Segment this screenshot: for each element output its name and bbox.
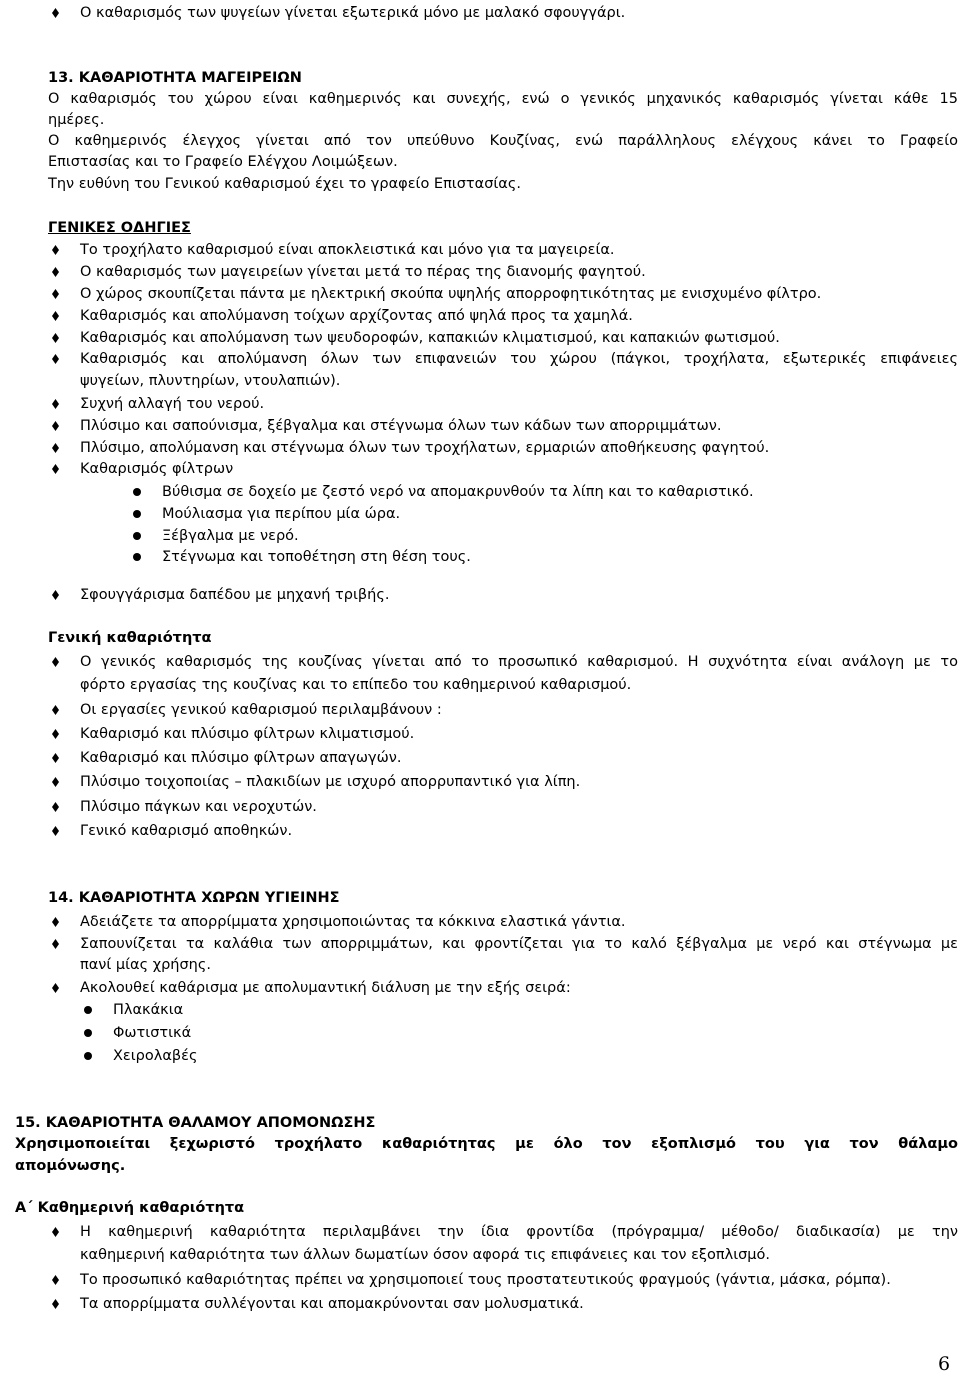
section-13-para-3: Την ευθύνη του Γενικού καθαρισμού έχει το γραφείο Επιστασίας. xyxy=(48,176,521,192)
diamond-bullet-icon xyxy=(51,416,60,436)
general-cleaning-item: Ο γενικός καθαρισμός της κουζίνας γίνεται από το προσωπικό καθαρισμού. Η συχνότητα είναι ανάλογη με το xyxy=(80,654,958,670)
section-14-heading: 14. ΚΑΘΑΡΙΟΤΗΤΑ ΧΩΡΩΝ ΥΓΙΕΙΝΗΣ xyxy=(48,890,340,906)
diamond-bullet-icon xyxy=(51,772,60,792)
page-number: 6 xyxy=(938,1353,951,1375)
general-cleaning-item: Πλύσιμο πάγκων και νεροχυτών. xyxy=(80,799,317,815)
general-item: Πλύσιμο, απολύμανση και στέγνωμα όλων των τροχήλατων, ερμαριών αποθήκευσης φαγητού. xyxy=(80,440,770,456)
section-13-para-2-cont: Επιστασίας και το Γραφείο Ελέγχου Λοιμώξεων. xyxy=(48,154,398,170)
diamond-bullet-icon xyxy=(51,328,60,348)
hygiene-item-cont: πανί μίας χρήσης. xyxy=(80,957,211,973)
round-bullet-icon xyxy=(84,1006,92,1014)
hygiene-item: Ακολουθεί καθάρισμα με απολυμαντική διάλυση με την εξής σειρά: xyxy=(80,980,571,996)
filter-step: Βύθισμα σε δοχείο με ζεστό νερό να απομακρυνθούν τα λίπη και το καθαριστικό. xyxy=(162,484,754,500)
cleaning-order-item: Φωτιστικά xyxy=(113,1025,192,1041)
general-cleaning-item: Καθαρισμό και πλύσιμο φίλτρων απαγωγών. xyxy=(80,750,402,766)
general-item: Το τροχήλατο καθαρισμού είναι αποκλειστικά και μόνο για τα μαγειρεία. xyxy=(80,242,615,258)
general-cleaning-item: Γενικό καθαρισμό αποθηκών. xyxy=(80,823,293,839)
hygiene-item: Σαπουνίζεται τα καλάθια των απορριμμάτων, και φροντίζεται για το καλό ξέβγαλμα με νερό και στέγνωμα με xyxy=(80,936,958,952)
general-cleaning-item: Καθαρισμό και πλύσιμο φίλτρων κλιματισμού. xyxy=(80,726,415,742)
round-bullet-icon xyxy=(133,510,141,518)
section-15-heading: 15. ΚΑΘΑΡΙΟΤΗΤΑ ΘΑΛΑΜΟΥ ΑΠΟΜΟΝΩΣΗΣ xyxy=(15,1115,376,1131)
diamond-bullet-icon xyxy=(51,934,60,954)
diamond-bullet-icon xyxy=(51,349,60,369)
filter-step: Ξέβγαλμα με νερό. xyxy=(162,528,299,544)
general-item: Καθαρισμός φίλτρων xyxy=(80,461,234,477)
floor-item: Σφουγγάρισμα δαπέδου με μηχανή τριβής. xyxy=(80,587,390,603)
general-item: Πλύσιμο και σαπούνισμα, ξέβγαλμα και στέγνωμα όλων των κάδων των απορριμμάτων. xyxy=(80,418,722,434)
general-cleaning-item: Πλύσιμο τοιχοποιίας – πλακιδίων με ισχυρό απορρυπαντικό για λίπη. xyxy=(80,774,581,790)
daily-cleaning-item: Τα απορρίμματα συλλέγονται και απομακρύνονται σαν μολυσματικά. xyxy=(80,1296,584,1312)
diamond-bullet-icon xyxy=(51,821,60,841)
diamond-bullet-icon xyxy=(51,585,60,605)
diamond-bullet-icon xyxy=(51,1294,60,1314)
daily-cleaning-item: Η καθημερινή καθαριότητα περιλαμβάνει την ίδια φροντίδα (πρόγραμμα/ μέθοδο/ διαδικασία) με την xyxy=(80,1224,958,1240)
diamond-bullet-icon xyxy=(51,978,60,998)
section-15-intro: Χρησιμοποιείται ξεχωριστό τροχήλατο καθαριότητας με όλο τον εξοπλισμό του για τον θάλαμο xyxy=(15,1136,958,1152)
general-cleaning-item-cont: φόρτο εργασίας της κουζίνας και το επίπεδο του καθημερινού καθαρισμού. xyxy=(80,677,632,693)
diamond-bullet-icon xyxy=(51,240,60,260)
general-cleaning-item: Οι εργασίες γενικού καθαρισμού περιλαμβάνουν : xyxy=(80,702,442,718)
diamond-bullet-icon xyxy=(51,438,60,458)
diamond-bullet-icon xyxy=(51,797,60,817)
diamond-bullet-icon xyxy=(51,284,60,304)
general-item: Συχνή αλλαγή του νερού. xyxy=(80,396,265,412)
diamond-bullet-icon xyxy=(51,748,60,768)
daily-cleaning-item: Το προσωπικό καθαριότητας πρέπει να χρησιμοποιεί τους προστατευτικούς φραγμούς (γάντια, μάσκα, ρόμπα). xyxy=(80,1272,891,1288)
section-13-para-1-cont: ημέρες. xyxy=(48,112,105,128)
intro-bullet: Ο καθαρισμός των ψυγείων γίνεται εξωτερικά μόνο με μαλακό σφουγγάρι. xyxy=(80,5,626,21)
diamond-bullet-icon xyxy=(51,652,60,672)
general-cleaning-title: Γενική καθαριότητα xyxy=(48,630,212,646)
round-bullet-icon xyxy=(133,488,141,496)
diamond-bullet-icon xyxy=(51,700,60,720)
daily-cleaning-title: Α΄ Καθημερινή καθαριότητα xyxy=(15,1200,245,1216)
section-13-para-1: Ο καθαρισμός του χώρου είναι καθημερινός και συνεχής, ενώ ο γενικός μηχανικός καθαρισμός γίνεται κάθε 15 xyxy=(48,91,958,107)
cleaning-order-item: Χειρολαβές xyxy=(113,1048,198,1064)
diamond-bullet-icon xyxy=(51,262,60,282)
cleaning-order-item: Πλακάκια xyxy=(113,1002,184,1018)
hygiene-item: Αδειάζετε τα απορρίμματα χρησιμοποιώντας τα κόκκινα ελαστικά γάντια. xyxy=(80,914,626,930)
daily-cleaning-item-cont: καθημερινή καθαριότητα των άλλων δωματίων όσον αφορά τις επιφάνειες και τον εξοπλισμό. xyxy=(80,1247,771,1263)
diamond-bullet-icon xyxy=(51,394,60,414)
diamond-bullet-icon xyxy=(51,724,60,744)
general-item: Καθαρισμός και απολύμανση των ψευδοροφών, καπακιών κλιματισμού, και καπακιών φωτισμού. xyxy=(80,330,780,346)
diamond-bullet-icon xyxy=(51,306,60,326)
diamond-bullet-icon xyxy=(51,1270,60,1290)
filter-step: Μούλιασμα για περίπου μία ώρα. xyxy=(162,506,401,522)
round-bullet-icon xyxy=(133,553,141,561)
round-bullet-icon xyxy=(84,1029,92,1037)
general-item: Καθαρισμός και απολύμανση όλων των επιφανειών του χώρου (πάγκοι, τροχήλατα, εξωτερικές επιφάνειες xyxy=(80,351,958,367)
diamond-bullet-icon xyxy=(51,459,60,479)
section-15-intro-cont: απομόνωσης. xyxy=(15,1158,126,1174)
diamond-bullet-icon xyxy=(51,912,60,932)
general-item-cont: ψυγείων, πλυντηρίων, ντουλαπιών). xyxy=(80,373,341,389)
section-13-para-2: Ο καθημερινός έλεγχος γίνεται από τον υπεύθυνο Κουζίνας, ενώ παράλληλους ελέγχους κάνει το Γραφείο xyxy=(48,133,958,149)
round-bullet-icon xyxy=(84,1052,92,1060)
diamond-bullet-icon xyxy=(51,3,60,23)
general-item: Καθαρισμός και απολύμανση τοίχων αρχίζοντας από ψηλά προς τα χαμηλά. xyxy=(80,308,633,324)
section-13-heading: 13. ΚΑΘΑΡΙΟΤΗΤΑ ΜΑΓΕΙΡΕΙΩΝ xyxy=(48,70,302,86)
general-item: Ο χώρος σκουπίζεται πάντα με ηλεκτρική σκούπα υψηλής απορροφητικότητας με ενισχυμένο φίλτρο. xyxy=(80,286,822,302)
general-instructions-title: ΓΕΝΙΚΕΣ ΟΔΗΓΙΕΣ xyxy=(48,220,191,236)
general-item: Ο καθαρισμός των μαγειρείων γίνεται μετά το πέρας της διανομής φαγητού. xyxy=(80,264,646,280)
diamond-bullet-icon xyxy=(51,1222,60,1242)
filter-step: Στέγνωμα και τοποθέτηση στη θέση τους. xyxy=(162,549,471,565)
round-bullet-icon xyxy=(133,532,141,540)
